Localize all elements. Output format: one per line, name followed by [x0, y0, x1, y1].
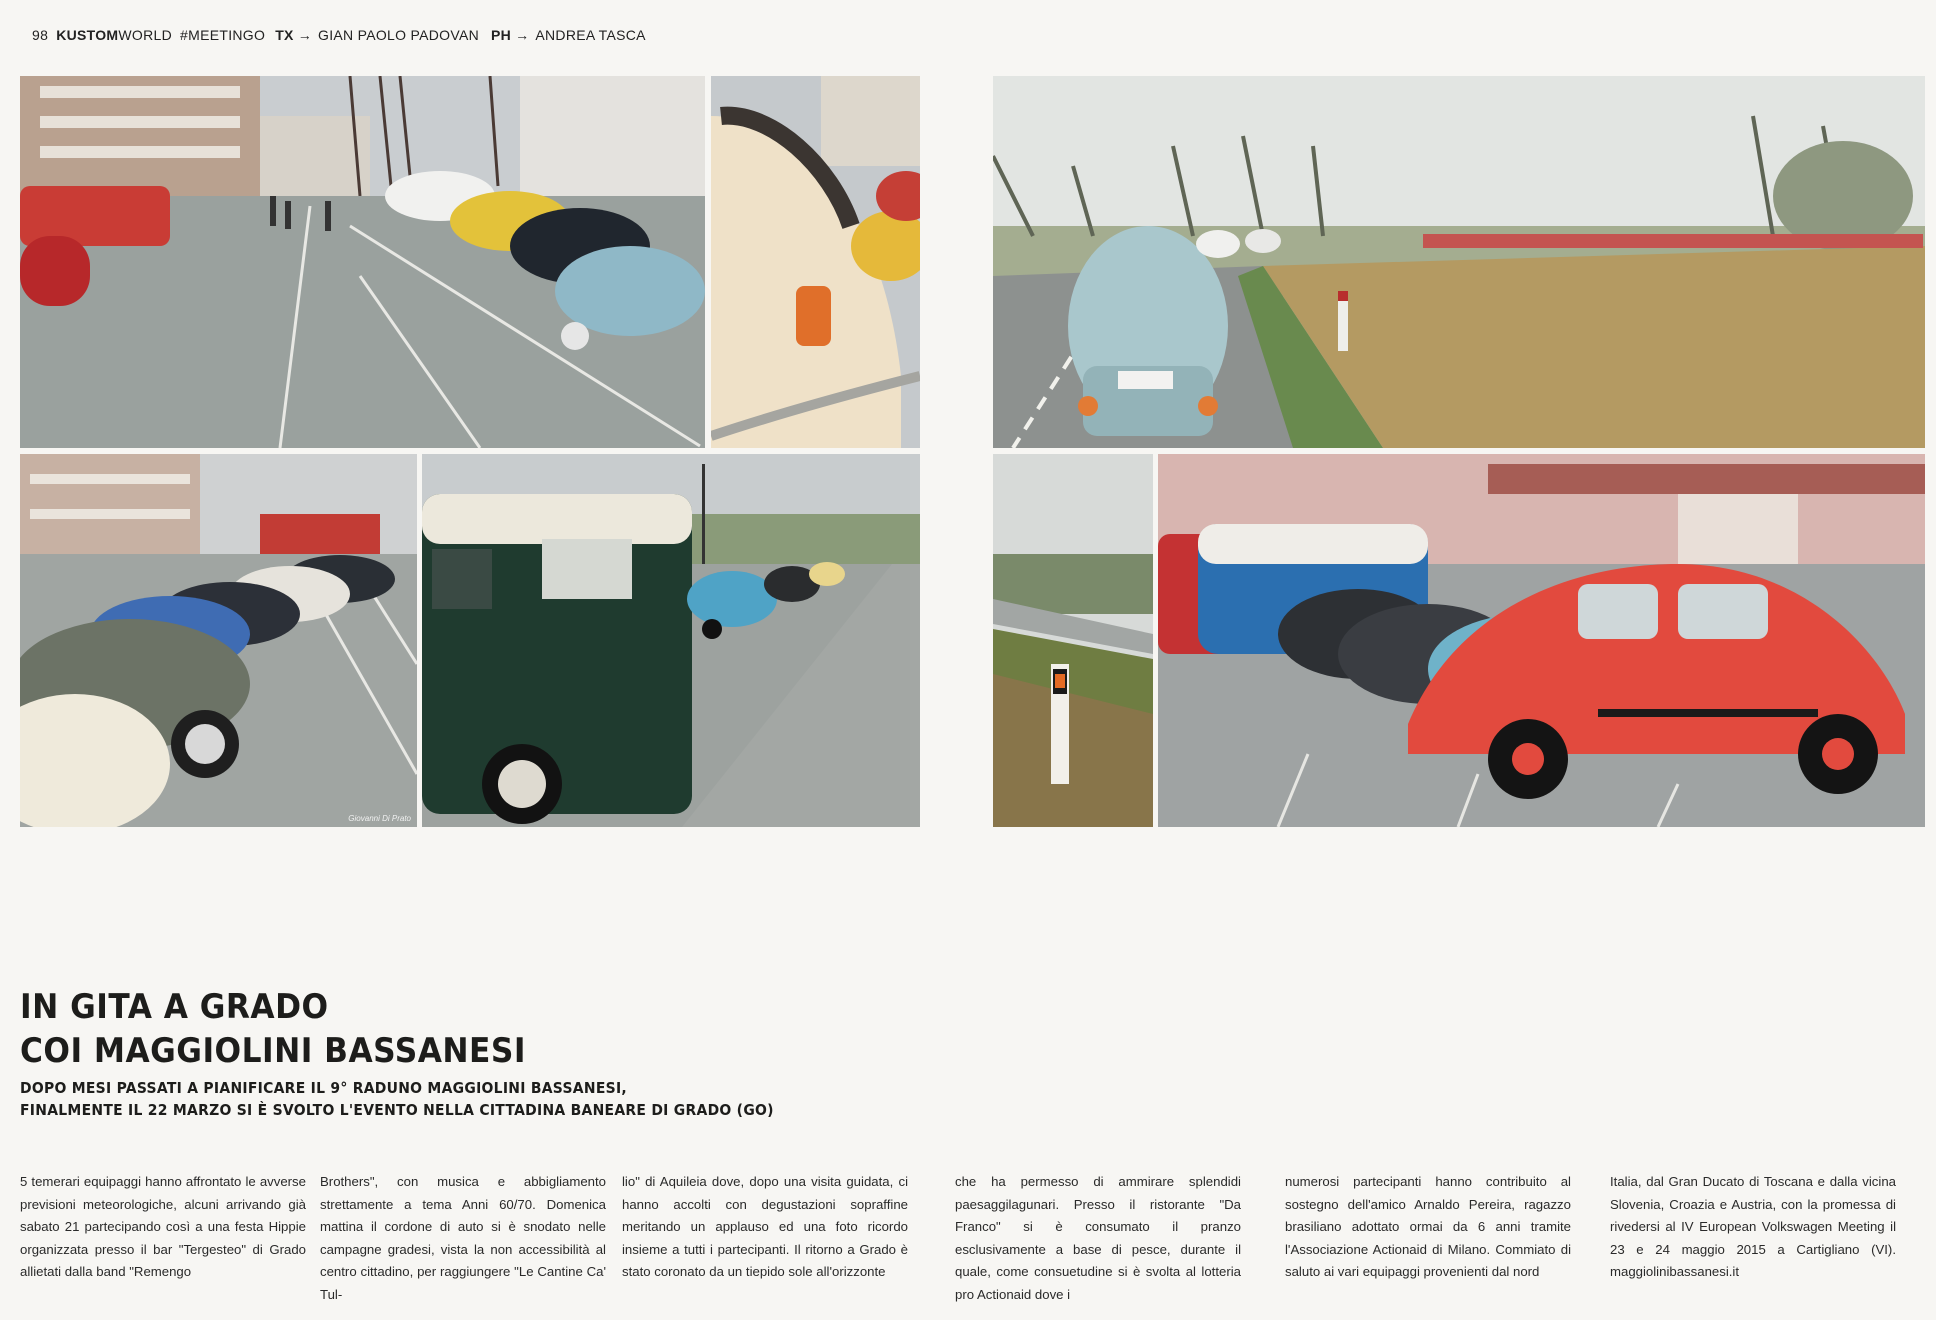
photo-author: ANDREA TASCA	[535, 27, 646, 43]
photo-parking-lot-beetles	[20, 76, 705, 448]
arrow-icon: →	[297, 27, 312, 43]
section-tag: #MEETINGO	[180, 27, 266, 43]
photo-credit: Giovanni Di Prato	[348, 814, 411, 823]
photo-credit-label: PH	[491, 27, 512, 43]
article-column-2: Brothers", con musica e abbigliamento strettamente a tema Anni 60/70. Domenica mattina il cordone di auto si è snodato nelle campagne gradesi, vista la non accessibilità al centro cittadino, per raggiungere "Le Cantine Ca' Tul-	[320, 1174, 606, 1302]
text-author: GIAN PAOLO PADOVAN	[318, 27, 479, 43]
photo-red-beetle-lineup	[1158, 454, 1925, 827]
article-title-line: IN GITA A GRADO	[20, 987, 329, 1027]
article-title	[20, 985, 526, 1073]
article-column-5: numerosi partecipanti hanno contribuito al sostegno dell'amico Arnaldo Pereira, ragazzo brasiliano adottato ormai da 6 anni tramite l'Associazione Actionaid di Milano. Commiato di saluto ai vari equipaggi provenienti dal nord	[1285, 1174, 1571, 1279]
photo-country-road-blue-beetle	[993, 76, 1925, 448]
photo-field-road-post	[993, 454, 1153, 827]
photo-cream-beetle-closeup	[711, 76, 920, 448]
text-credit-label: TX	[275, 27, 294, 43]
page-header	[32, 27, 658, 43]
article-subtitle	[20, 1077, 774, 1121]
arrow-icon: →	[515, 27, 530, 43]
article-column-4: che ha permesso di ammirare splendidi paesaggilagunari. Presso il ristorante "Da Franco" si è consumato il pranzo esclusivamente a base di pesce, durante il quale, come consuetudine si è svolta al lotteria pro Actionaid dove i	[955, 1174, 1241, 1302]
article-column-6: Italia, dal Gran Ducato di Toscana e dalla vicina Slovenia, Croazia e Austria, con la promessa di rivedersi al IV European Volkswagen Meeting il 23 e 24 maggio 2015 a Cartigliano (VI). maggiolinibassanesi.it	[1610, 1174, 1896, 1279]
article-title-line: COI MAGGIOLINI BASSANESI	[20, 1031, 526, 1071]
magazine-brand-bold: KUSTOM	[56, 27, 119, 43]
article-subtitle-line: DOPO MESI PASSATI A PIANIFICARE IL 9° RADUNO MAGGIOLINI BASSANESI,	[20, 1079, 627, 1097]
article-column-3: lio" di Aquileia dove, dopo una visita guidata, ci hanno accolti con degustazioni sopraffine meritando un applauso ed una foto ricordo insieme a tutti i partecipanti. Il ritorno a Grado è stato coronato da un tiepido sole all'orizzonte	[622, 1174, 908, 1279]
page-number: 98	[32, 27, 49, 43]
photo-green-bus-road	[422, 454, 920, 827]
magazine-brand-light: WORLD	[118, 27, 173, 43]
article-column-1: 5 temerari equipaggi hanno affrontato le avverse previsioni meteorologiche, alcuni arrivando già sabato 21 partecipando così a una festa Hippie organizzata presso il bar "Tergesteo" di Grado allietati dalla band "Remengo	[20, 1174, 306, 1279]
article-subtitle-line: FINALMENTE IL 22 MARZO SI È SVOLTO L'EVENTO NELLA CITTADINA BANEARE DI GRADO (GO)	[20, 1101, 774, 1119]
photo-parked-beetles-row	[20, 454, 417, 827]
